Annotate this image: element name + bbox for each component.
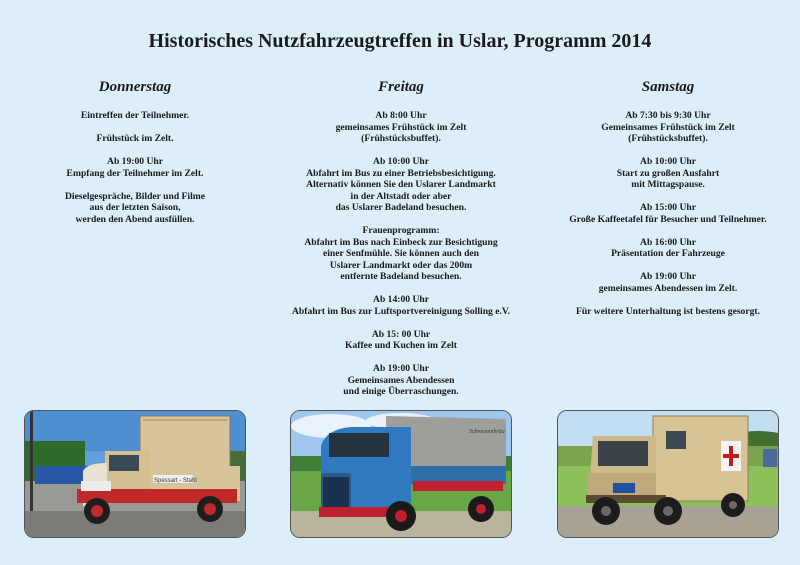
day-heading: Donnerstag	[98, 79, 172, 95]
program-item: Ab 15:00 Uhr Große Kaffeetafel für Besucher und Teilnehmer.	[569, 202, 767, 225]
day-heading: Samstag	[641, 79, 695, 95]
day-heading: Freitag	[378, 79, 424, 95]
program-item: Ab 19:00 Uhr gemeinsames Abendessen im Zelt.	[598, 271, 738, 294]
truck-photo-image	[558, 411, 778, 537]
photo-truck-spessart	[24, 410, 246, 538]
program-item: Ab 7:30 bis 9:30 Uhr Gemeinsames Frühstück im Zelt (Frühstücksbuffet).	[601, 110, 735, 144]
program-item: Ab 8:00 Uhr gemeinsames Frühstück im Zelt (Frühstücksbuffet).	[335, 110, 467, 144]
program-item: Frühstück im Zelt.	[96, 133, 174, 144]
truck-sign-text: Schwanenbräu	[469, 429, 505, 435]
program-item: Eintreffen der Teilnehmer.	[80, 110, 190, 121]
program-item: Frauenprogramm: Abfahrt im Bus nach Einbeck zur Besichtigung einer Senfmühle. Sie können auch den Uslarer Landmarkt oder das 200m entfernte Badeland besuchen.	[304, 225, 498, 282]
day-column-samstag	[555, 78, 781, 329]
photo-truck-blue	[290, 410, 512, 538]
photo-truck-ambulance	[557, 410, 779, 538]
program-item: Ab 19:00 Uhr Gemeinsames Abendessen und einige Überraschungen.	[343, 363, 459, 397]
program-item: Ab 10:00 Uhr Abfahrt im Bus zu einer Betriebsbesichtigung. Alternativ können Sie den Uslarer Landmarkt in der Altstadt oder aber das Uslarer Badeland besuchen.	[306, 156, 496, 213]
page-title: Historisches Nutzfahrzeugtreffen in Uslar, Programm 2014	[148, 30, 652, 52]
program-item: Dieselgespräche, Bilder und Filme aus der letzten Saison, werden den Abend ausfüllen.	[65, 190, 205, 225]
program-item: Ab 14:00 Uhr Abfahrt im Bus zur Luftsportvereinigung Solling e.V.	[291, 294, 511, 317]
truck-sign-text: Spessart - Stahl	[154, 478, 197, 484]
program-item: Ab 10:00 Uhr Start zu großen Ausfahrt mit Mittagspause.	[616, 156, 720, 190]
day-column-donnerstag	[50, 78, 220, 237]
program-item: Ab 15: 00 Uhr Kaffee und Kuchen im Zelt	[345, 328, 457, 351]
truck-photo-image	[291, 411, 511, 537]
day-column-freitag	[270, 78, 532, 409]
truck-photo-image	[25, 411, 245, 537]
program-item: Ab 19:00 Uhr Empfang der Teilnehmer im Zelt.	[66, 156, 204, 179]
program-item: Für weitere Unterhaltung ist bestens gesorgt.	[575, 305, 761, 317]
program-item: Ab 16:00 Uhr Präsentation der Fahrzeuge	[611, 236, 725, 259]
